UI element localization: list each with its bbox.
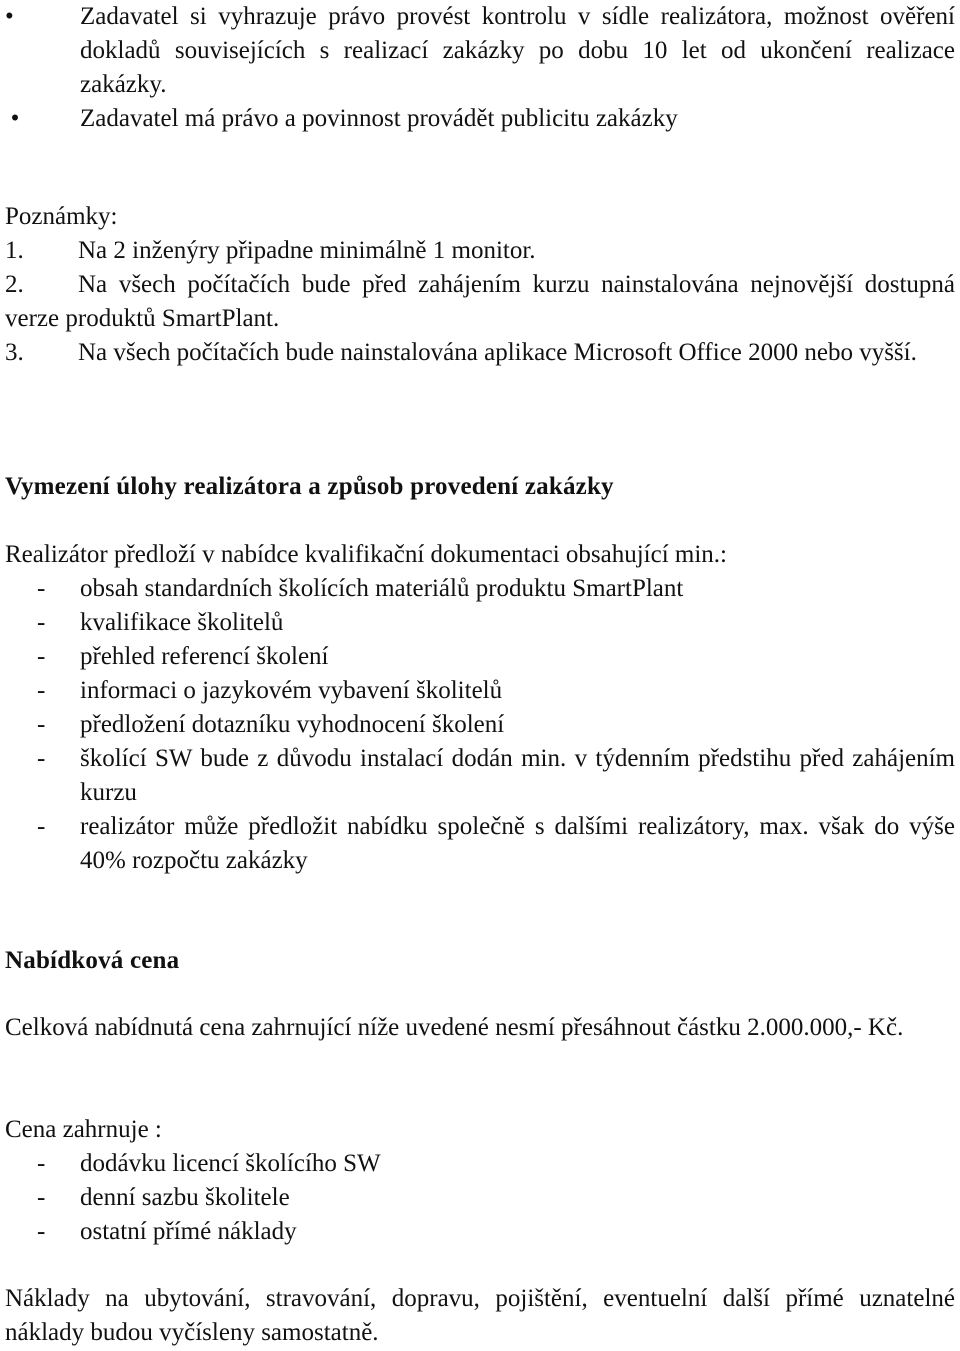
note-number: 1. — [5, 237, 24, 264]
note-text: Na všech počítačích bude nainstalována aplikace Microsoft Office 2000 nebo vyšší. — [78, 339, 917, 366]
note-number: 3. — [5, 339, 24, 366]
dash-icon: - — [37, 643, 46, 670]
note-item — [5, 336, 955, 370]
note-text: Na všech počítačích bude před zahájením kurzu nainstalována nejnovější dostupná verze produktů SmartPlant. — [5, 271, 955, 332]
bullet-list — [5, 0, 955, 136]
dash-icon: - — [37, 711, 46, 738]
list-item-text: kvalifikace školitelů — [80, 609, 284, 636]
note-item — [5, 234, 955, 268]
bullet-text: Zadavatel má právo a povinnost provádět publicitu zakázky — [80, 105, 678, 132]
dash-icon: - — [37, 575, 46, 602]
costs-paragraph — [5, 1282, 955, 1350]
list-item-text: realizátor může předložit nabídku společně s dalšími realizátory, max. však do výše 40% rozpočtu zakázky — [80, 813, 955, 874]
costs-text: Náklady na ubytování, stravování, dopravu, pojištění, eventuelní další přímé uznatelné náklady budou vyčísleny samostatně. — [5, 1285, 955, 1346]
dash-icon: - — [37, 1150, 46, 1177]
list-item-text: přehled referencí školení — [80, 643, 329, 670]
list-item — [5, 674, 955, 708]
bullet-item — [5, 0, 955, 102]
list-item — [5, 1181, 955, 1215]
list-item — [5, 708, 955, 742]
bullet-item — [5, 102, 955, 136]
qualification-intro: Realizátor předloží v nabídce kvalifikační dokumentaci obsahující min.: — [5, 541, 727, 568]
bullet-icon: • — [5, 3, 14, 30]
dash-icon: - — [37, 745, 46, 772]
dash-icon: - — [37, 813, 46, 840]
list-item — [5, 1147, 955, 1181]
list-item-text: informaci o jazykovém vybavení školitelů — [80, 677, 503, 704]
note-text: Na 2 inženýry připadne minimálně 1 monitor. — [78, 237, 536, 264]
dash-icon: - — [37, 1218, 46, 1245]
qualification-section — [5, 538, 955, 878]
price-includes-section — [5, 1113, 955, 1249]
list-item — [5, 572, 955, 606]
section-heading — [5, 944, 955, 978]
list-item-text: školící SW bude z důvodu instalací dodán min. v týdenním předstihu před zahájením kurzu — [80, 745, 955, 806]
note-item — [5, 268, 955, 336]
section-title: Nabídková cena — [5, 947, 180, 974]
notes-title: Poznámky: — [5, 203, 118, 230]
list-item — [5, 742, 955, 810]
note-number: 2. — [5, 271, 24, 298]
notes-section — [5, 200, 955, 370]
list-item — [5, 810, 955, 878]
bullet-text: Zadavatel si vyhrazuje právo provést kontrolu v sídle realizátora, možnost ověření dokladů souvisejících s realizací zakázky po dobu 10 let od ukončení realizace zakázky. — [80, 3, 955, 98]
price-paragraph — [5, 1011, 955, 1045]
list-item — [5, 640, 955, 674]
list-item — [5, 1215, 955, 1249]
list-item-text: denní sazbu školitele — [80, 1184, 290, 1211]
price-includes-title: Cena zahrnuje : — [5, 1116, 162, 1143]
list-item-text: ostatní přímé náklady — [80, 1218, 297, 1245]
list-item-text: obsah standardních školících materiálů produktu SmartPlant — [80, 575, 684, 602]
list-item — [5, 606, 955, 640]
section-heading — [5, 470, 955, 504]
dash-icon: - — [37, 1184, 46, 1211]
list-item-text: předložení dotazníku vyhodnocení školení — [80, 711, 505, 738]
dash-icon: - — [37, 677, 46, 704]
bullet-icon: • — [10, 105, 20, 132]
price-text: Celková nabídnutá cena zahrnující níže uvedené nesmí přesáhnout částku 2.000.000,- Kč. — [5, 1014, 904, 1041]
list-item-text: dodávku licencí školícího SW — [80, 1150, 381, 1177]
section-title: Vymezení úlohy realizátora a způsob provedení zakázky — [5, 473, 614, 500]
dash-icon: - — [37, 609, 46, 636]
